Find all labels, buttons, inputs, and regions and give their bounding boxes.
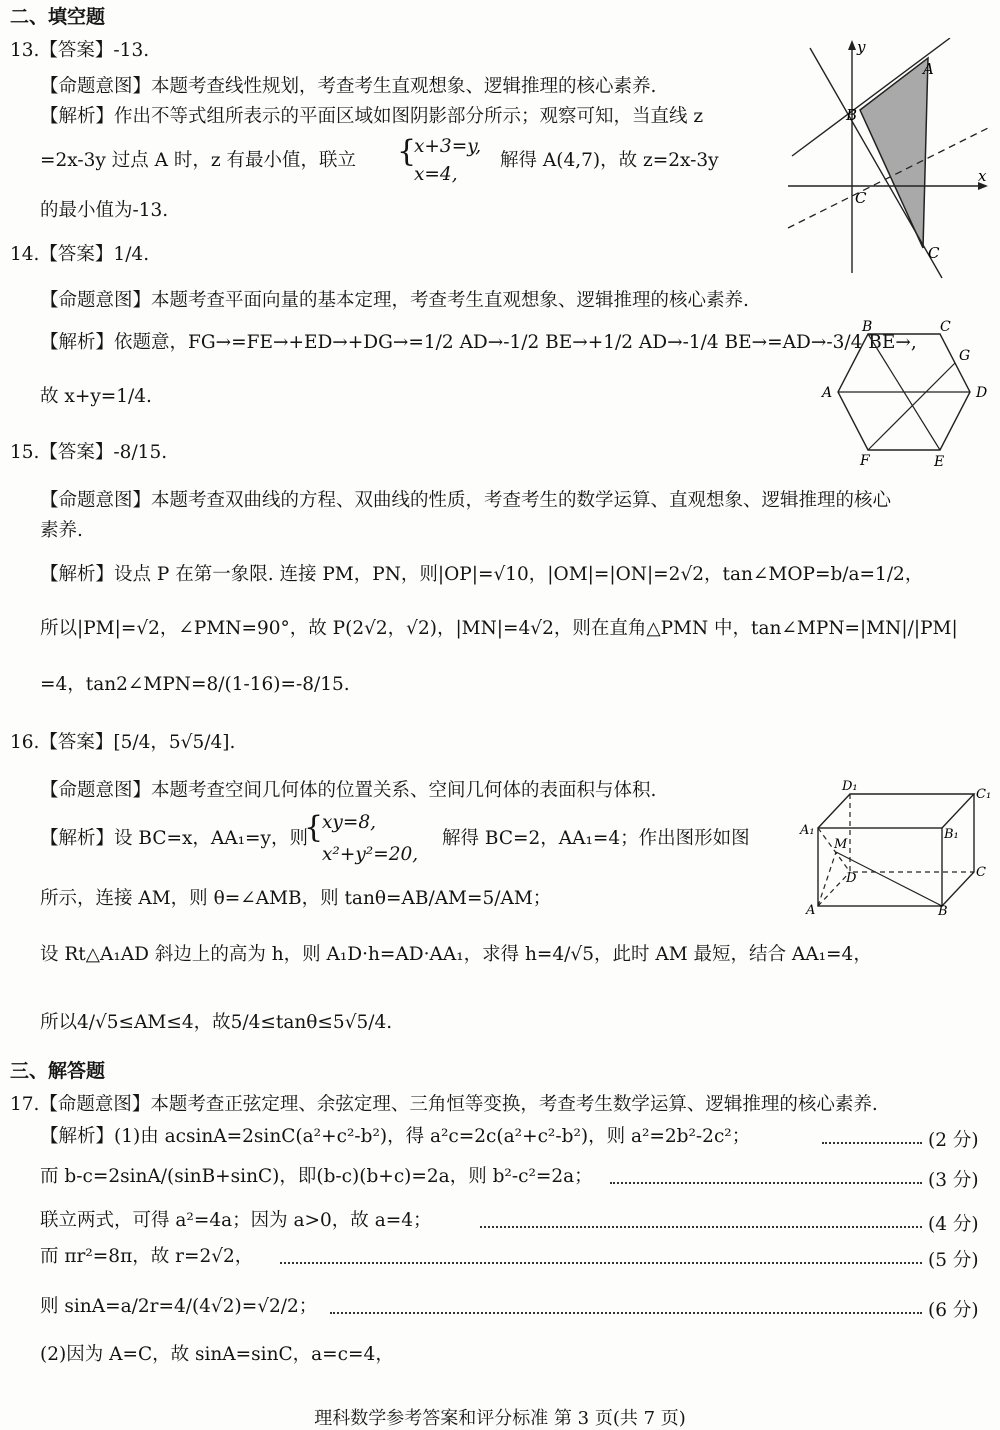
section-heading-fill-in: 二、填空题 bbox=[10, 6, 106, 28]
q15-analysis-line1: 【解析】设点 P 在第一象限. 连接 PM，PN，则|OP|=√10，|OM|=|ON|=2√2，tan∠MOP=b/a=1/2， bbox=[40, 564, 924, 585]
q17-line-5: 则 sinA=a/2r=4/(4√2)=√2/2； bbox=[40, 1296, 318, 1317]
q17-leader-4 bbox=[280, 1262, 922, 1264]
q16-top-edges bbox=[818, 794, 974, 828]
q14-analysis-line1: 【解析】依题意，FG→=FE→+ED→+DG→=1/2 AD→-1/2 BE→+1/2 AD→-1/4 BE→=AD→-3/4 BE→, bbox=[40, 332, 917, 353]
q17-line-3: 联立两式，可得 a²=4a；因为 a>0，故 a=4； bbox=[40, 1210, 432, 1231]
q13-system-brace: { bbox=[397, 134, 417, 169]
q17-line-4: 而 πr²=8π，故 r=2√2， bbox=[40, 1246, 254, 1267]
q16-label-a1: A₁ bbox=[800, 823, 815, 838]
q16-label-b1: B₁ bbox=[944, 827, 959, 842]
q16-system-eq2: x²+y²=20, bbox=[322, 844, 419, 865]
q14-segment-fg bbox=[868, 363, 955, 450]
q17-points-3: (4 分) bbox=[928, 1214, 979, 1235]
q13-answer: 13.【答案】-13. bbox=[10, 40, 150, 61]
q17-points-4: (5 分) bbox=[928, 1250, 979, 1271]
q15-intent-line1: 【命题意图】本题考查双曲线的方程、双曲线的性质，考查考生的数学运算、直观想象、逻辑推理的核心 bbox=[40, 490, 892, 511]
q16-answer: 16.【答案】[5/4，5√5/4]. bbox=[10, 732, 236, 753]
q17-part2: (2)因为 A=C，故 sinA=sinC，a=c=4， bbox=[40, 1344, 394, 1365]
q13-y-arrow-icon bbox=[848, 40, 856, 50]
q13-analysis-line1: 【解析】作出不等式组所表示的平面区域如图阴影部分所示；观察可知，当直线 z bbox=[40, 106, 704, 127]
q15-intent-line2: 素养. bbox=[40, 520, 83, 541]
q15-answer: 15.【答案】-8/15. bbox=[10, 442, 168, 463]
q17-line-2: 而 b-c=2sinA/(sinB+sinC)，即(b-c)(b+c)=2a，则 b²-c²=2a； bbox=[40, 1166, 593, 1187]
q17-leader-1 bbox=[822, 1142, 922, 1144]
q16-cuboid-figure bbox=[798, 776, 998, 916]
q16-label-b: B bbox=[938, 904, 948, 916]
q13-analysis-line2a: =2x-3y 过点 A 时，z 有最小值，联立 bbox=[40, 150, 356, 171]
q16-analysis-line4: 所以4/√5≤AM≤4，故5/4≤tanθ≤5√5/4. bbox=[40, 1012, 393, 1033]
q14-label-e: E bbox=[934, 454, 945, 470]
q16-intent: 【命题意图】本题考查空间几何体的位置关系、空间几何体的表面积与体积. bbox=[40, 780, 657, 801]
q14-label-g: G bbox=[959, 348, 971, 364]
q14-hexagon-figure bbox=[818, 318, 993, 470]
q13-label-x: x bbox=[978, 167, 987, 185]
q17-points-1: (2 分) bbox=[928, 1130, 979, 1151]
q16-label-c1: C₁ bbox=[976, 787, 992, 802]
q13-label-a: A bbox=[923, 60, 934, 78]
q14-label-f: F bbox=[860, 453, 870, 469]
q14-answer: 14.【答案】1/4. bbox=[10, 244, 150, 265]
q16-segment-am bbox=[818, 852, 836, 906]
q13-system-eq2: x=4, bbox=[414, 164, 458, 185]
q13-intent: 【命题意图】本题考查线性规划，考查考生直观想象、逻辑推理的核心素养. bbox=[40, 76, 657, 97]
q15-analysis-line3: =4，tan2∠MPN=8/(1-16)=-8/15. bbox=[40, 674, 350, 695]
q16-label-d: D bbox=[846, 871, 857, 886]
q17-leader-3 bbox=[480, 1226, 922, 1228]
q17-points-5: (6 分) bbox=[928, 1300, 979, 1321]
page-footer: 理科数学参考答案和评分标准 第 3 页(共 7 页) bbox=[314, 1408, 686, 1429]
q13-label-b: B bbox=[846, 106, 858, 124]
q16-system-brace: { bbox=[304, 810, 324, 845]
q17-points-2: (3 分) bbox=[928, 1170, 979, 1191]
q13-analysis-line2b: 解得 A(4,7)，故 z=2x-3y bbox=[500, 150, 719, 171]
q14-label-b: B bbox=[862, 319, 873, 335]
q13-label-y: y bbox=[857, 38, 866, 56]
q13-analysis-line3: 的最小值为-13. bbox=[40, 200, 169, 221]
q16-label-c: C bbox=[976, 865, 986, 880]
q13-system-eq1: x+3=y, bbox=[414, 136, 482, 157]
q16-label-m: M bbox=[834, 837, 848, 852]
q16-system-eq1: xy=8, bbox=[322, 812, 377, 833]
q14-intent: 【命题意图】本题考查平面向量的基本定理，考查考生直观想象、逻辑推理的核心素养. bbox=[40, 290, 749, 311]
q16-analysis-line1a: 【解析】设 BC=x，AA₁=y，则 bbox=[40, 828, 308, 849]
q16-analysis-line1b: 解得 BC=2，AA₁=4；作出图形如图 bbox=[442, 828, 750, 849]
q17-leader-2 bbox=[610, 1182, 922, 1184]
q14-analysis-line2: 故 x+y=1/4. bbox=[40, 386, 152, 407]
q17-line-1: 【解析】(1)由 acsinA=2sinC(a²+c²-b²)，得 a²c=2c(a²+c²-b²)，则 a²=2b²-2c²； bbox=[40, 1126, 751, 1147]
q15-analysis-line2: 所以|PM|=√2，∠PMN=90°，故 P(2√2，√2)，|MN|=4√2，则在直角△PMN 中，tan∠MPN=|MN|/|PM| bbox=[40, 618, 958, 639]
section-heading-solve: 三、解答题 bbox=[10, 1060, 106, 1082]
q16-analysis-line2: 所示，连接 AM，则 θ=∠AMB，则 tanθ=AB/AM=5/AM； bbox=[40, 888, 552, 909]
q13-feasible-region-figure bbox=[782, 38, 992, 283]
q17-leader-5 bbox=[330, 1312, 922, 1314]
q13-label-c-origin: C bbox=[855, 189, 867, 207]
q13-label-c: C bbox=[928, 244, 940, 262]
q16-label-a: A bbox=[806, 903, 816, 916]
q14-label-d: D bbox=[976, 385, 988, 401]
q14-label-a: A bbox=[822, 385, 833, 401]
q17-intent: 17.【命题意图】本题考查正弦定理、余弦定理、三角恒等变换，考查考生数学运算、逻辑推理的核心素养. bbox=[10, 1094, 878, 1115]
q16-analysis-line3: 设 Rt△A₁AD 斜边上的高为 h，则 A₁D·h=AD·AA₁，求得 h=4/√5，此时 AM 最短，结合 AA₁=4， bbox=[40, 944, 872, 965]
q14-label-c: C bbox=[940, 319, 951, 335]
q16-label-d1: D₁ bbox=[842, 779, 858, 794]
